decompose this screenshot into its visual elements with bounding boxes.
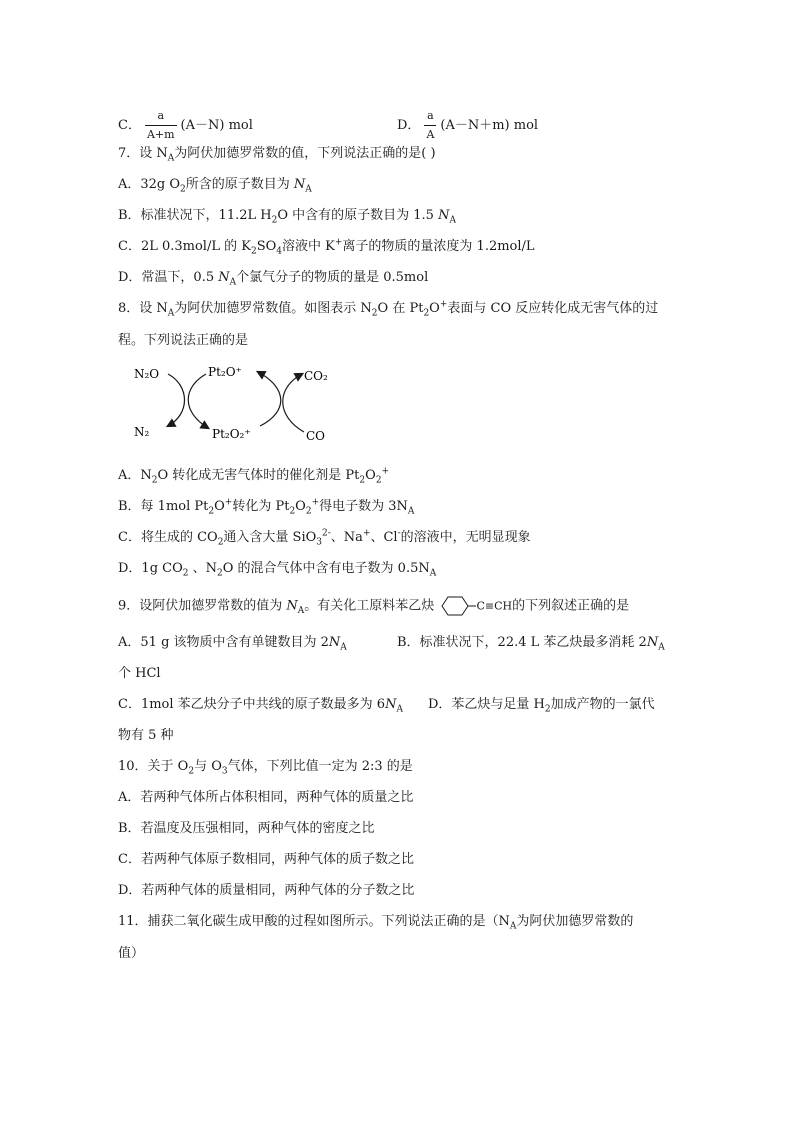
- arrow-n2o-to-n2: [168, 374, 185, 426]
- q8-stem-line1: 8．设 $N_A$为阿伏加德罗常数值。如图表示 $N_2O$ 在 $Pt_2O^+$表面与 CO 反应转化成无害气体的过: [118, 299, 659, 319]
- q9-stem: 9．设阿伏加德罗常数的值为 $N_A$。有关化工原料苯乙炔 C≡CH的下列叙述正确的是: [118, 596, 629, 616]
- arrow-co-to-co2: [283, 374, 304, 432]
- label-co: CO: [306, 429, 326, 443]
- q7-option-b: B．标准状况下，11.2L $H_2O$ 中含有的原子数目为 1.5 $N_A$: [118, 208, 456, 226]
- q10-option-c: C．若两种气体原子数相同，两种气体的质子数之比: [118, 852, 414, 867]
- fraction: $\frac{a}{A+m}$: [145, 107, 177, 144]
- q8-stem-line2: 程。下列说法正确的是: [118, 333, 249, 348]
- q8-option-d: D．1g $CO_2$ 、$N_2O$ 的混合气体中含有电子数为 $0.5N_A$: [118, 561, 437, 579]
- q9-option-d: D．苯乙炔与足量 $H_2$加成产物的一氯代: [428, 697, 655, 715]
- q10-option-d: D．若两种气体的质量相同，两种气体的分子数之比: [118, 883, 415, 898]
- q10-stem: 10．关于 $O_2$与 $O_3$气体，下列比值一定为 2:3 的是: [118, 759, 413, 777]
- q10-option-b: B．若温度及压强相同，两种气体的密度之比: [118, 821, 375, 836]
- q8-option-c: C．将生成的 $CO_2$通入含大量 SiO$_3^{2-}$、Na+、Cl-的溶液中，无明显现象: [118, 528, 531, 548]
- q6-option-d: D． $\frac{a}{A}$ (A－N＋m) mol: [397, 107, 538, 144]
- q9-option-a: A．51 g 该物质中含有单键数目为 $2N_A$: [118, 635, 347, 653]
- q10-option-a: A．若两种气体所占体积相同，两种气体的质量之比: [118, 790, 414, 805]
- fraction: $\frac{a}{A}$: [424, 107, 436, 144]
- label-pt2o: Pt₂O⁺: [208, 365, 242, 379]
- q11-stem-line2: 值）: [118, 946, 145, 961]
- label-pt2o2: Pt₂O₂⁺: [212, 427, 251, 441]
- q7-option-c: C．2L 0.3mol/L 的 $K_2SO_4$溶液中 K+离子的物质的量浓度为 1.2mol/L: [118, 237, 535, 257]
- q8-option-b: B．每 1mol $Pt_2O^+$转化为 $Pt_2O_2^+$得电子数为 $3N_A$: [118, 497, 415, 517]
- phenylacetylene-structure: [438, 596, 476, 616]
- q8-reaction-diagram: [128, 360, 338, 450]
- q11-stem-line1: 11．捕获二氧化碳生成甲酸的过程如图所示。下列说法正确的是（$N_A$为阿伏加德罗常数的: [118, 914, 634, 932]
- arrow-pt2o2-to-pt2o: [258, 372, 281, 426]
- q6-option-c: C． $\frac{a}{A+m}$ (A－N) mol: [118, 107, 253, 144]
- q7-option-d: D．常温下，0.5 $N_A$个氯气分子的物质的量是 0.5mol: [118, 270, 429, 288]
- q7-option-a: A．32g $O_2$所含的原子数目为 $N_A$: [118, 177, 312, 195]
- q9-option-d-cont: 物有 5 种: [118, 728, 174, 743]
- q9-option-c: C．1mol 苯乙炔分子中共线的原子数最多为 $6N_A$: [118, 697, 403, 715]
- label-co2: CO₂: [304, 369, 328, 383]
- arrow-pt2o-to-pt2o2: [188, 374, 208, 428]
- q7-stem: 7．设 $N_A$为阿伏加德罗常数的值，下列说法正确的是( ): [118, 146, 436, 164]
- label-n2o: N₂O: [134, 367, 160, 381]
- q9-option-b: B．标准状况下，22.4 L 苯乙炔最多消耗 $2N_A$: [397, 635, 665, 653]
- label-n2: N₂: [134, 425, 150, 439]
- q8-option-a: A．$N_2O$ 转化成无害气体时的催化剂是 $Pt_2O_2^+$: [118, 466, 390, 486]
- q9-option-b-cont: 个 HCl: [118, 666, 161, 681]
